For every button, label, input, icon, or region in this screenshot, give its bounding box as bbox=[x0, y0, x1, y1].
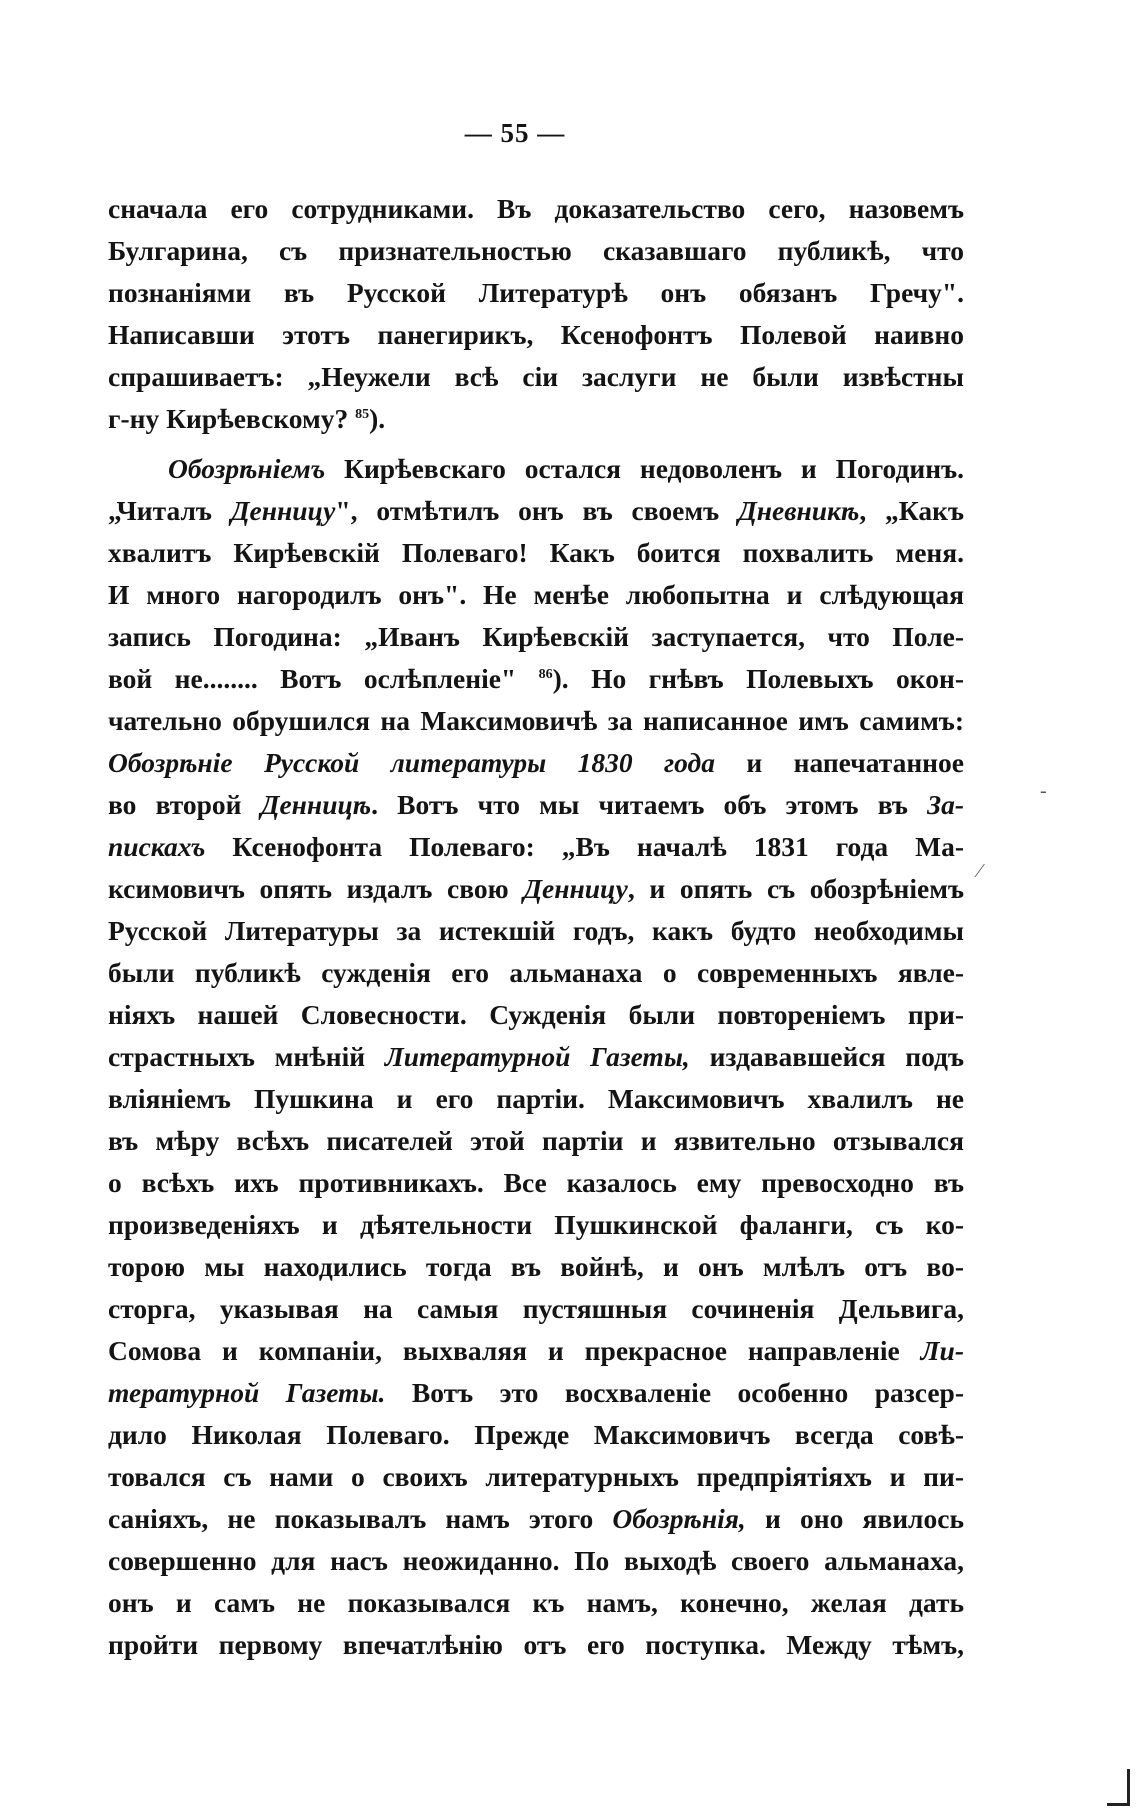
italic-title: Денницу bbox=[523, 873, 628, 904]
italic-title: тературной Газеты. bbox=[108, 1377, 386, 1408]
text-line bbox=[108, 742, 964, 784]
footnote-ref: 85 bbox=[355, 406, 370, 422]
text-run: саніяхъ, не показывалъ намъ этого bbox=[108, 1503, 613, 1534]
text-run: Ксенофонта Полеваго: „Въ началѣ 1831 года Ма- bbox=[205, 831, 964, 862]
text-line: сначала его сотрудниками. Въ доказательство сего, назовемъ bbox=[108, 193, 964, 224]
text-line: произведеніяхъ и дѣятельности Пушкинской фаланги, съ ко- bbox=[108, 1209, 964, 1240]
text-line bbox=[108, 1330, 964, 1372]
text-run: во второй bbox=[108, 789, 261, 820]
text-line: познаніями въ Русской Литературѣ онъ обязанъ Гречу". bbox=[108, 277, 964, 308]
text-run: ", отмѣтилъ онъ въ своемъ bbox=[335, 495, 738, 526]
italic-title: Обозрѣніе Русской литературы 1830 года bbox=[108, 747, 715, 778]
text-line: И много нагородилъ онъ". Не менѣе любопытна и слѣдующая bbox=[108, 579, 964, 610]
italic-title: Денницу bbox=[230, 495, 336, 526]
text-line: торою мы находились тогда въ войнѣ, и онъ млѣлъ отъ во- bbox=[108, 1251, 964, 1282]
text-run: и напечатанное bbox=[714, 747, 964, 778]
text-line bbox=[108, 490, 964, 532]
text-line: о всѣхъ ихъ противникахъ. Все казалось ему превосходно въ bbox=[108, 1167, 964, 1198]
text-line bbox=[108, 868, 964, 910]
italic-title: Литературной Газеты, bbox=[384, 1041, 690, 1072]
text-line: сторга, указывая на самыя пустяшныя сочиненія Дельвига, bbox=[108, 1293, 964, 1324]
text-line: пройти первому впечатлѣнію отъ его поступка. Между тѣмъ, bbox=[108, 1629, 964, 1660]
italic-title: Обозрѣніемъ bbox=[168, 453, 326, 484]
italic-title: Дневникѣ bbox=[737, 495, 860, 526]
text-run: , „Какъ bbox=[859, 495, 964, 526]
text-run: и оно явилось bbox=[745, 1503, 964, 1534]
text-run: „Читалъ bbox=[108, 495, 231, 526]
text-run: ). Но гнѣвъ Полевыхъ окон- bbox=[552, 663, 964, 694]
text-line: совершенно для насъ неожиданно. По выходѣ своего альманаха, bbox=[108, 1545, 964, 1576]
text-run: страстныхъ мнѣній bbox=[108, 1041, 385, 1072]
text-line: дило Николая Полеваго. Прежде Максимовичъ всегда совѣ- bbox=[108, 1419, 964, 1450]
text-line bbox=[108, 658, 964, 700]
footnote-ref: 86 bbox=[538, 666, 553, 682]
italic-title: Денницѣ bbox=[260, 789, 372, 820]
text-run: Кирѣевскаго остался недоволенъ и Погодинъ. bbox=[325, 453, 964, 484]
text-run: , и опять съ обозрѣніемъ bbox=[627, 873, 964, 904]
text-line: Булгарина, съ признательностью сказавшаго публикѣ, что bbox=[108, 235, 964, 266]
text-line bbox=[108, 1372, 964, 1414]
text-line bbox=[108, 398, 964, 440]
text-line: запись Погодина: „Иванъ Кирѣевскій заступается, что Поле- bbox=[108, 621, 964, 652]
text-line: вліяніемъ Пушкина и его партіи. Максимовичъ хвалилъ не bbox=[108, 1083, 964, 1114]
text-run: ксимовичъ опять издалъ свою bbox=[108, 873, 524, 904]
margin-mark: - bbox=[1040, 780, 1047, 802]
text-line: въ мѣру всѣхъ писателей этой партіи и язвительно отзывался bbox=[108, 1125, 964, 1156]
text-line: были публикѣ сужденія его альманаха о современныхъ явле- bbox=[108, 957, 964, 988]
text-line: товался съ нами о своихъ литературныхъ предпріятіяхъ и пи- bbox=[108, 1461, 964, 1492]
margin-mark: ⁄ bbox=[978, 860, 982, 882]
text-line: ніяхъ нашей Словесности. Сужденія были повтореніемъ при- bbox=[108, 999, 964, 1030]
text-line bbox=[108, 448, 964, 490]
text-line: спрашиваетъ: „Неужели всѣ сіи заслуги не были извѣстны bbox=[108, 361, 964, 392]
page-number: — 55 — bbox=[464, 118, 566, 148]
text-line: Написавши этотъ панегирикъ, Ксенофонтъ Полевой наивно bbox=[108, 319, 964, 350]
text-line bbox=[108, 826, 964, 868]
text-line bbox=[108, 1498, 964, 1540]
text-line bbox=[108, 1036, 964, 1078]
text-line bbox=[108, 784, 964, 826]
text-line: хвалитъ Кирѣевскій Полеваго! Какъ боится похвалить меня. bbox=[108, 537, 964, 568]
text-run: . Вотъ что мы читаемъ объ этомъ въ bbox=[371, 789, 928, 820]
text-run: вой не........ Вотъ ослѣпленіе" bbox=[108, 663, 539, 694]
text-run: Сомова и компаніи, выхваляя и прекрасное направленіе bbox=[108, 1335, 921, 1366]
text-run: издававшейся подъ bbox=[689, 1041, 964, 1072]
italic-title: пискахъ bbox=[108, 831, 206, 862]
italic-title: За- bbox=[927, 789, 964, 820]
text-line: Русской Литературы за истекшій годъ, какъ будто необходимы bbox=[108, 915, 964, 946]
text-run: ). bbox=[369, 403, 386, 434]
italic-title: Обозрѣнія, bbox=[612, 1503, 746, 1534]
text-run: г-ну Кирѣевскому? bbox=[108, 403, 356, 434]
body-text bbox=[108, 188, 964, 1666]
text-line: онъ и самъ не показывался къ намъ, конечно, желая дать bbox=[108, 1587, 964, 1618]
page-corner-mark bbox=[1107, 1769, 1130, 1806]
text-run: Вотъ это восхваленіе особенно разсер- bbox=[385, 1377, 964, 1408]
italic-title: Ли- bbox=[920, 1335, 964, 1366]
text-line: чательно обрушился на Максимовичѣ за написанное имъ самимъ: bbox=[108, 705, 964, 736]
